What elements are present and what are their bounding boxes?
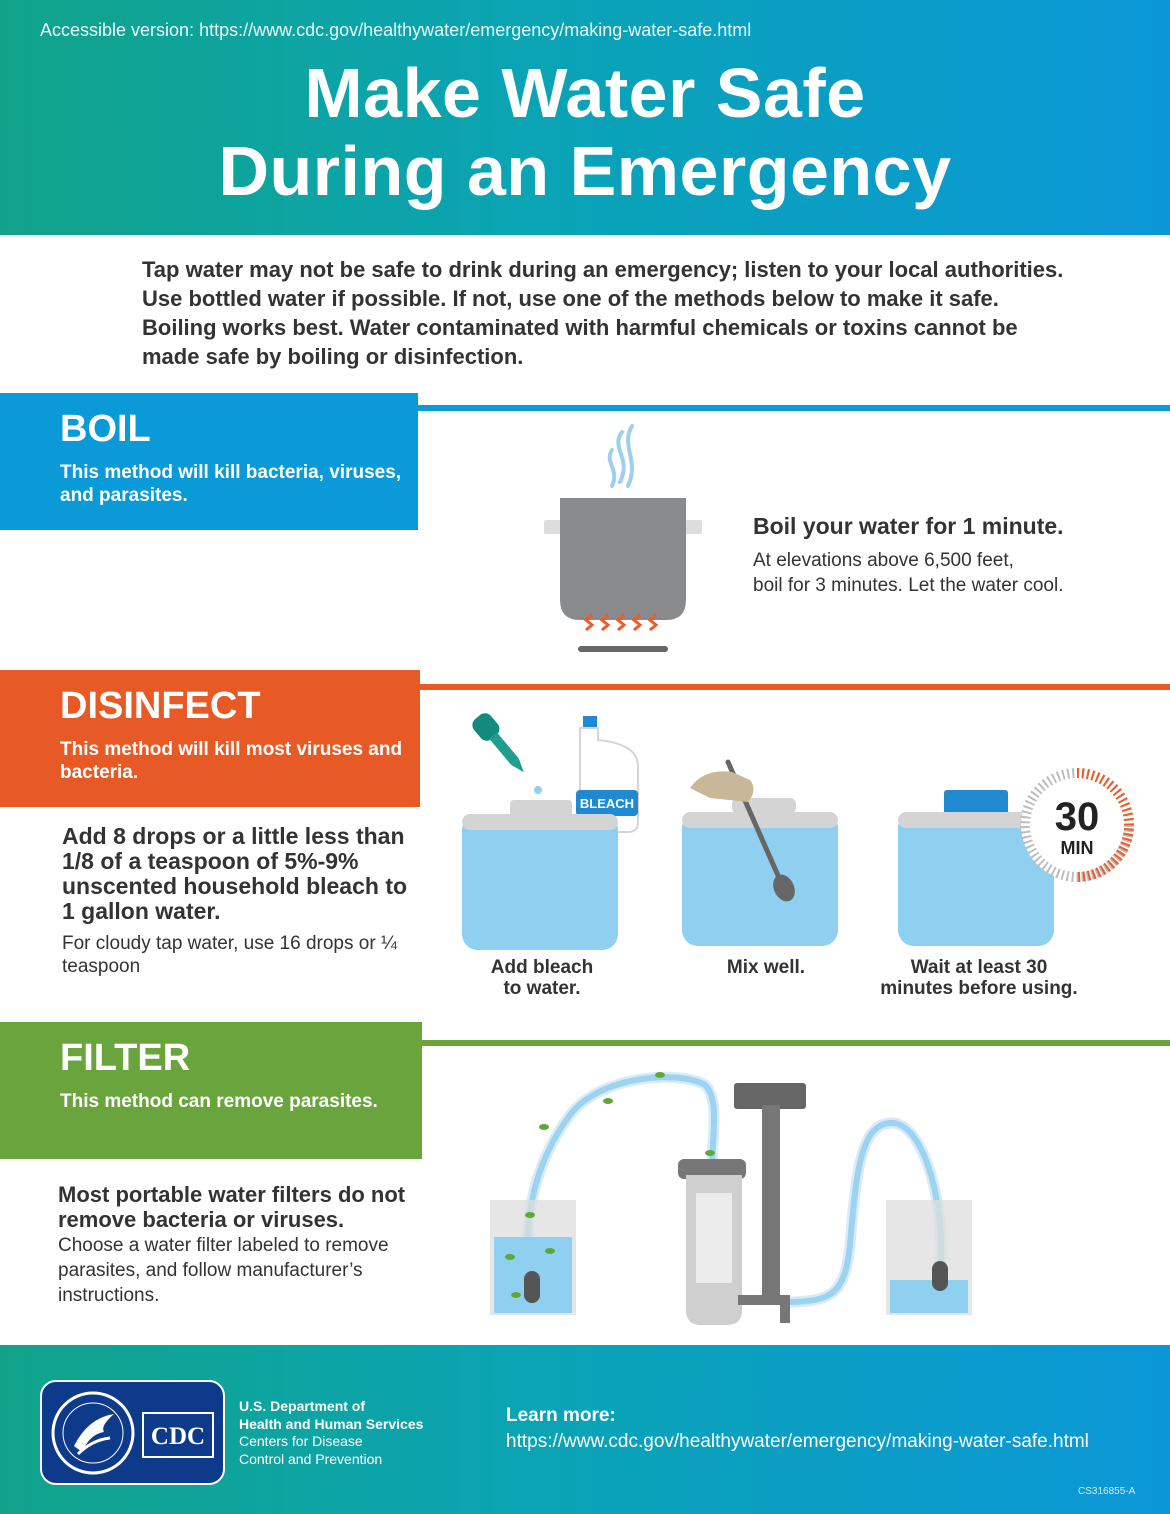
intro-text: Tap water may not be safe to drink during an emergency; listen to your local authorities. Use bottled water if possible. If not, use one of the methods below to make it safe. Boiling works best. Water contaminated with harmful chemicals or toxins cannot be made safe by boiling or disinfection. xyxy=(142,257,1064,369)
footer-banner xyxy=(0,1345,1170,1514)
filter-instruction: Most portable water filters do not remove bacteria or viruses. xyxy=(58,1182,406,1232)
bleach-label: BLEACH xyxy=(579,796,635,811)
page-title-line1: Make Water Safe xyxy=(304,54,866,132)
boil-tag xyxy=(0,393,418,530)
disinfect-divider xyxy=(420,684,1170,690)
filter-heading: FILTER xyxy=(60,1037,191,1079)
step3-line2: minutes before using. xyxy=(880,978,1078,999)
learn-more-link[interactable]: https://www.cdc.gov/healthywater/emergency/making-water-safe.html xyxy=(506,1431,1089,1452)
cdc-logo-text: CDC xyxy=(150,1423,206,1450)
agency-names xyxy=(239,1398,423,1468)
filter-summary: This method can remove parasites. xyxy=(60,1091,378,1112)
dept-line2: Health and Human Services xyxy=(239,1415,424,1432)
step3-line1: Wait at least 30 xyxy=(910,957,1048,978)
dropper-bleach-jug-icon xyxy=(458,708,648,953)
disinfect-note: For cloudy tap water, use 16 drops or ¼ teaspoon xyxy=(62,933,397,977)
hhs-cdc-logo xyxy=(40,1380,225,1485)
disinfect-heading: DISINFECT xyxy=(60,685,261,727)
disinfect-summary: This method will kill most viruses and bacteria. xyxy=(60,739,403,783)
boil-divider xyxy=(418,405,1170,411)
filter-note: Choose a water filter labeled to remove parasites, and follow manufacturer’s instructions. xyxy=(58,1235,389,1306)
timer-dial-icon xyxy=(1014,762,1140,888)
step2-line1: Mix well. xyxy=(726,957,806,978)
disinfect-instruction: Add 8 drops or a little less than 1/8 of a teaspoon of 5%-9% unscented household bleach to 1 gallon water. xyxy=(62,823,408,924)
step1-line1: Add bleach xyxy=(490,957,594,978)
boil-instruction: Boil your water for 1 minute. xyxy=(753,513,1064,539)
filter-tag xyxy=(0,1022,422,1159)
disinfect-tag xyxy=(0,670,420,807)
timer-value: 30 xyxy=(1054,795,1100,839)
boil-note xyxy=(753,548,1064,598)
boil-summary: This method will kill bacteria, viruses, and parasites. xyxy=(60,462,402,506)
page-title-line2: During an Emergency xyxy=(218,132,952,210)
boiling-pot-icon xyxy=(540,420,710,660)
timer-unit: MIN xyxy=(1060,838,1094,858)
boil-note-line2: boil for 3 minutes. Let the water cool. xyxy=(753,575,1064,596)
document-code: CS316855-A xyxy=(1078,1486,1136,1497)
step-mix-caption xyxy=(684,957,848,978)
water-filter-pump-icon xyxy=(480,1065,980,1335)
dept-line1: U.S. Department of xyxy=(239,1398,366,1414)
step-add-bleach-caption xyxy=(462,957,622,999)
hhs-seal-icon xyxy=(48,1388,138,1478)
filter-divider xyxy=(422,1040,1170,1046)
accessible-version-link[interactable]: Accessible version: https://www.cdc.gov/healthywater/emergency/making-water-safe.html xyxy=(40,20,752,40)
cdc-line2: Control and Prevention xyxy=(239,1450,383,1467)
boil-heading: BOIL xyxy=(60,408,151,450)
mixing-spoon-icon xyxy=(680,758,840,948)
header-banner xyxy=(0,0,1170,235)
boil-note-line1: At elevations above 6,500 feet, xyxy=(753,550,1014,571)
learn-more-label: Learn more: xyxy=(506,1405,616,1426)
cdc-line1: Centers for Disease xyxy=(239,1433,363,1449)
step1-line2: to water. xyxy=(503,978,581,999)
cdc-logo-icon xyxy=(142,1412,214,1458)
step-wait-caption xyxy=(862,957,1096,999)
